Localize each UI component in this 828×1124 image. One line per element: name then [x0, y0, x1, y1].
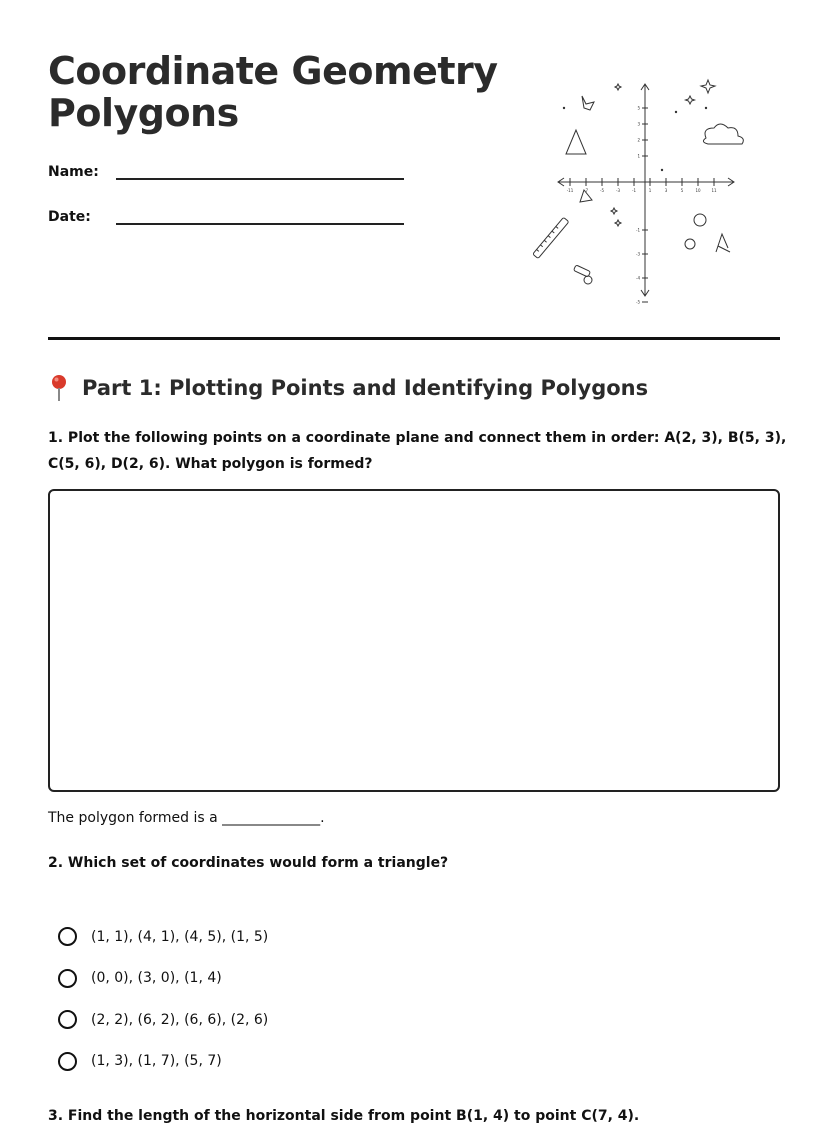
compass-icon [716, 234, 730, 252]
x-tick-label: -3 [616, 188, 620, 193]
x-tick-label: 1 [648, 188, 652, 193]
triangle-icon [566, 130, 586, 154]
y-tick-label: 3 [637, 121, 640, 127]
star-doodle-icon [582, 96, 594, 110]
cloud-icon [703, 124, 743, 144]
option-b[interactable] [58, 958, 268, 1000]
option-label: (1, 3), (1, 7), (5, 7) [91, 1053, 222, 1070]
small-circle-icon [685, 239, 695, 249]
small-triangle-icon [580, 190, 592, 202]
y-tick-label: -1 [636, 227, 640, 233]
question-2-text: 2. Which set of coordinates would form a triangle? [48, 855, 449, 871]
option-label: (2, 2), (6, 2), (6, 6), (2, 6) [91, 1011, 269, 1028]
y-tick-label: -3 [636, 251, 640, 257]
date-label: Date: [48, 209, 91, 225]
y-tick-label: 2 [637, 137, 640, 143]
part1-heading [48, 374, 648, 402]
option-label: (1, 1), (4, 1), (4, 5), (1, 5) [91, 928, 269, 945]
x-tick-label: -11 [566, 188, 574, 193]
radio-button[interactable] [58, 1052, 77, 1071]
part1-heading-text: Part 1: Plotting Points and Identifying Polygons [82, 376, 649, 400]
y-tick-label: -4 [636, 275, 640, 281]
date-line[interactable] [116, 205, 404, 225]
sparkle-icons [611, 80, 715, 226]
option-d[interactable] [58, 1041, 268, 1083]
radio-button[interactable] [58, 1010, 77, 1029]
x-tick-label: -5 [600, 188, 604, 193]
x-tick-label: 3 [664, 188, 668, 193]
header-divider [48, 337, 780, 340]
page-title [48, 50, 498, 134]
option-c[interactable] [58, 999, 268, 1041]
scattered-dots [563, 107, 707, 171]
question-3-text: 3. Find the length of the horizontal side from point B(1, 4) to point C(7, 4). [48, 1108, 640, 1124]
answer-options [58, 916, 268, 1082]
x-tick-label: 5 [680, 188, 684, 193]
option-a[interactable] [58, 916, 268, 958]
y-tick-marks [636, 106, 648, 305]
coordinate-plane-illustration [530, 68, 760, 308]
option-label: (0, 0), (3, 0), (1, 4) [91, 970, 222, 987]
ruler-icon [533, 217, 569, 258]
y-tick-label: -5 [636, 299, 640, 305]
pushpin-icon [48, 374, 70, 402]
title-line-2: Polygons [48, 91, 239, 135]
name-label: Name: [48, 164, 99, 180]
radio-button[interactable] [58, 969, 77, 988]
x-tick-label: 10 [695, 188, 701, 193]
circle-icon [694, 214, 706, 226]
date-field-row [48, 205, 404, 225]
x-tick-label: -1 [632, 188, 636, 193]
fill-in-sentence: The polygon formed is a ______________. [48, 810, 325, 826]
name-line[interactable] [116, 160, 404, 180]
y-tick-label: 5 [637, 105, 640, 111]
protractor-tool-icon [573, 265, 592, 284]
y-tick-label: 1 [637, 153, 640, 159]
name-field-row [48, 160, 404, 180]
radio-button[interactable] [58, 927, 77, 946]
x-tick-label: -7 [584, 188, 588, 193]
x-tick-label: 11 [711, 188, 717, 193]
x-tick-marks [567, 178, 717, 193]
answer-box[interactable] [48, 489, 780, 792]
question-1-text: 1. Plot the following points on a coordinate plane and connect them in order: A(2, 3), B(5, 3), C(5, 6), D(2, 6). What polygon is formed? [48, 430, 787, 472]
title-line-1: Coordinate Geometry [48, 49, 498, 93]
